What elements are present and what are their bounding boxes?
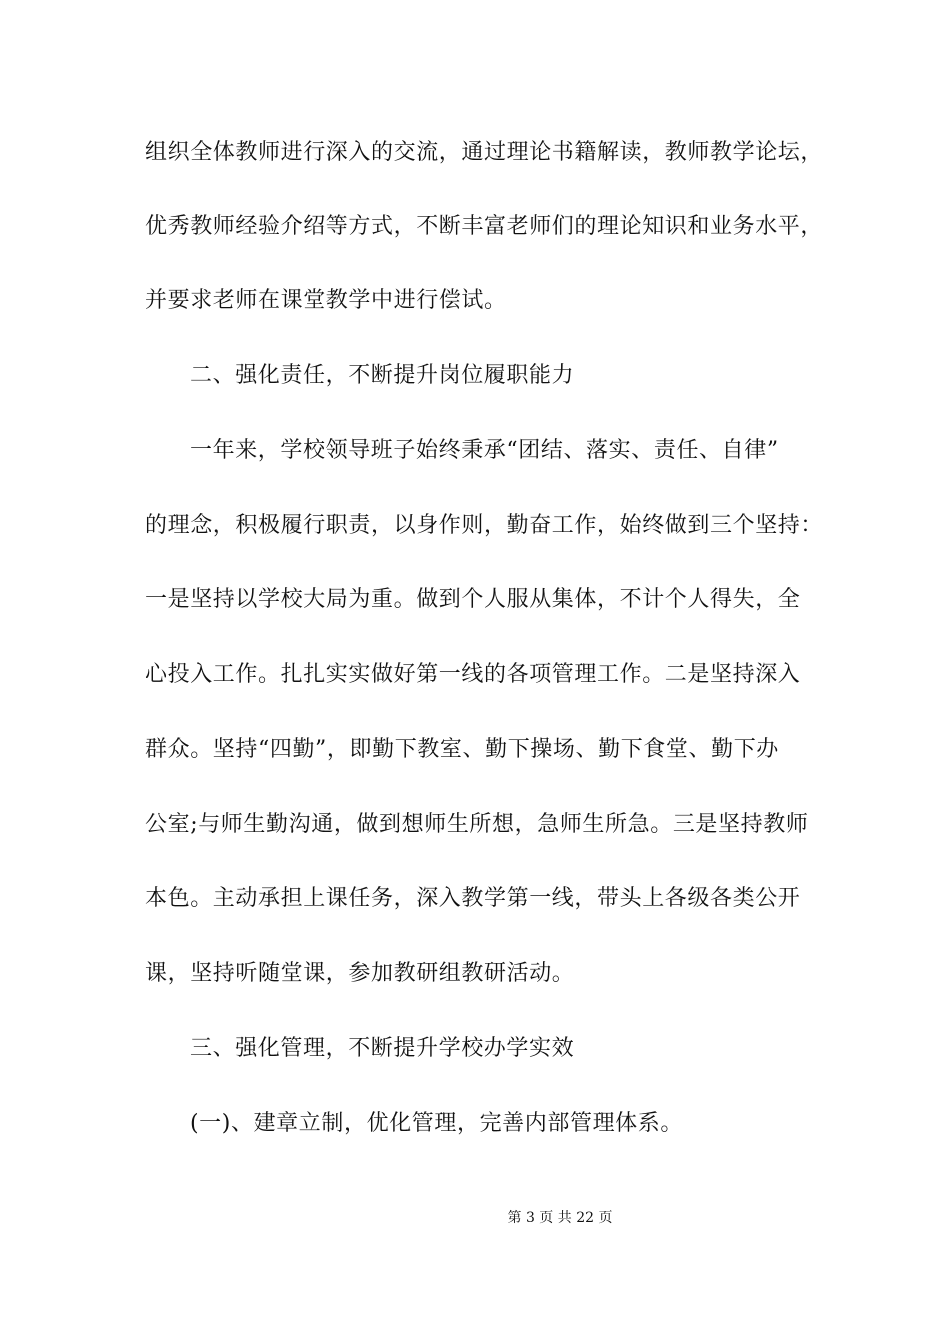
page-number-footer: 第 3 页 共 22 页 [507,1210,613,1226]
body-text-line: 并要求老师在课堂教学中进行偿试。 [145,288,507,313]
body-text-line: 优秀教师经验介绍等方式，不断丰富老师们的理论知识和业务水平， [145,214,824,239]
body-text-line: 心投入工作。扎扎实实做好第一线的各项管理工作。二是坚持深入 [145,662,801,687]
body-text-line: 课，坚持听随堂课，参加教研组教研活动。 [145,961,575,986]
section-heading: 三、强化管理，不断提升学校办学实效 [190,1036,575,1061]
body-text-line: 一年来，学校领导班子始终秉承“团结、落实、责任、自律” [190,438,779,463]
body-text-line: 公室;与师生勤沟通，做到想师生所想，急师生所急。三是坚持教师 [145,812,809,837]
subsection-heading: (一)、建章立制，优化管理，完善内部管理体系。 [190,1111,683,1136]
body-text-line: 的理念，积极履行职责，以身作则，勤奋工作，始终做到三个坚持： [145,513,824,538]
section-heading: 二、强化责任，不断提升岗位履职能力 [190,363,575,388]
body-text-line: 一是坚持以学校大局为重。做到个人服从集体，不计个人得失，全 [145,587,801,612]
body-text-line: 本色。主动承担上课任务，深入教学第一线，带头上各级各类公开 [145,886,801,911]
body-text-line: 群众。坚持“四勤”，即勤下教室、勤下操场、勤下食堂、勤下办 [145,737,779,762]
body-text-line: 组织全体教师进行深入的交流，通过理论书籍解读，教师教学论坛， [145,140,824,165]
